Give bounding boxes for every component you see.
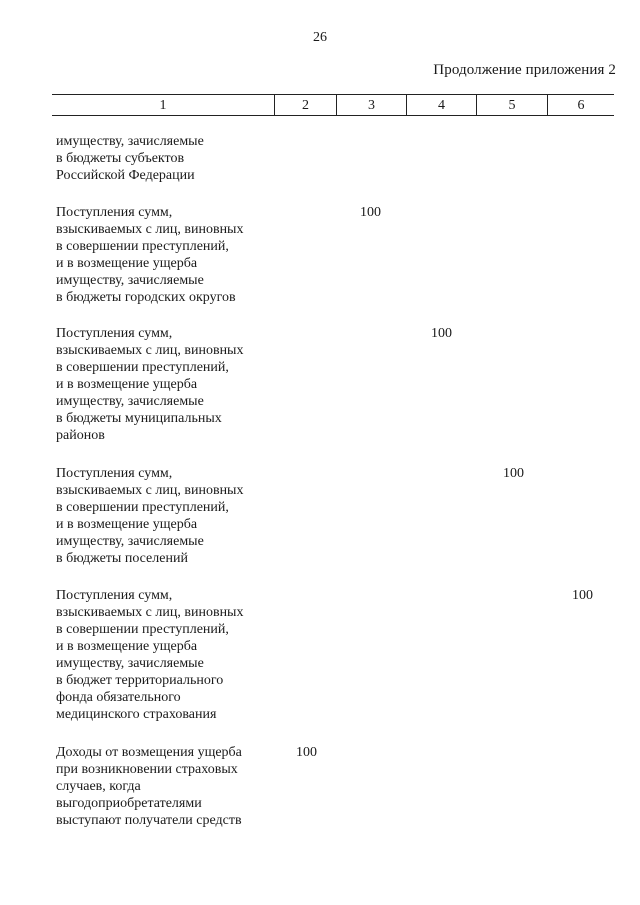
column-header-6: 6 [547, 95, 614, 115]
row-label-territorial-fund: Поступления сумм, взыскиваемых с лиц, виновных в совершении преступлений, и в возмещение ущерба имуществу, зачисляемые в бюджет территориального фонда обязательного медицинского страхования [56, 588, 244, 722]
column-header-row [52, 94, 614, 116]
row-label-municipal-districts: Поступления сумм, взыскиваемых с лиц, виновных в совершении преступлений, и в возмещение ущерба имуществу, зачисляемые в бюджеты муниципальных районов [56, 326, 244, 443]
column-header-3: 3 [336, 95, 406, 115]
page-number: 26 [313, 30, 327, 45]
row-label-regional: имуществу, зачисляемые в бюджеты субъектов Российской Федерации [56, 134, 204, 183]
column-header-5: 5 [476, 95, 547, 115]
row-label-settlements: Поступления сумм, взыскиваемых с лиц, виновных в совершении преступлений, и в возмещение ущерба имуществу, зачисляемые в бюджеты поселений [56, 466, 244, 566]
column-header-4: 4 [406, 95, 476, 115]
column-header-2: 2 [274, 95, 336, 115]
column-header-1: 1 [159, 98, 167, 113]
row-value-settlements: 100 [503, 466, 524, 481]
continuation-title: Продолжение приложения 2 [433, 62, 616, 78]
row-value-city-districts: 100 [360, 205, 381, 220]
row-value-municipal-districts: 100 [431, 326, 452, 341]
row-value-insurance-damage: 100 [296, 745, 317, 760]
row-label-city-districts: Поступления сумм, взыскиваемых с лиц, виновных в совершении преступлений, и в возмещение ущерба имуществу, зачисляемые в бюджеты городских округов [56, 205, 244, 305]
row-label-insurance-damage: Доходы от возмещения ущерба при возникновении страховых случаев, когда выгодоприобретателями выступают получатели средств [56, 745, 242, 828]
row-value-territorial-fund: 100 [572, 588, 593, 603]
